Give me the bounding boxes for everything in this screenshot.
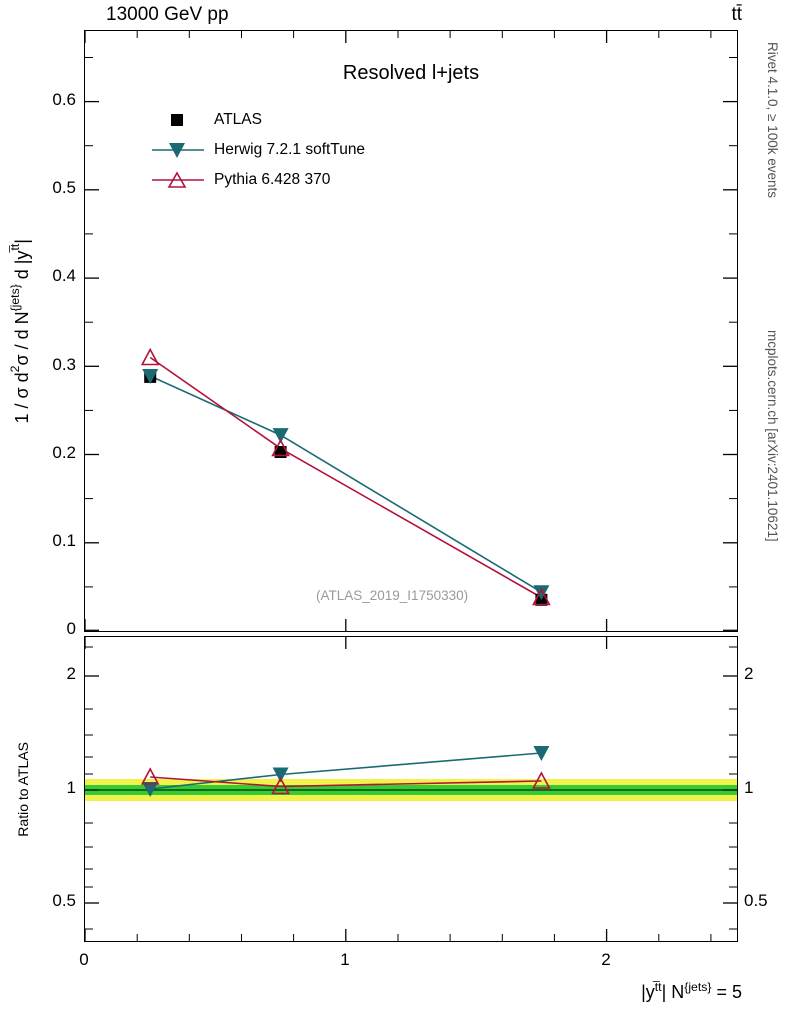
y-axis-major-ticks-left bbox=[85, 102, 99, 631]
ratio-x-major-ticks-bottom bbox=[85, 929, 607, 941]
legend bbox=[150, 105, 365, 195]
ratio-y-tick-label-2-left: 2 bbox=[66, 664, 76, 683]
ratio-x-major-ticks-top bbox=[85, 637, 607, 649]
caption-rivet-version: Rivet 4.1.0, ≥ 100k events bbox=[765, 42, 780, 198]
ratio-y-tick-label-2-right: 2 bbox=[744, 664, 754, 683]
x-tick-label-1: 1 bbox=[340, 950, 350, 969]
y-axis-major-ticks-right bbox=[723, 102, 737, 631]
ratio-plot-panel bbox=[84, 636, 738, 942]
y-tick-label-0.1: 0.1 bbox=[52, 531, 76, 550]
legend-marker-atlas bbox=[150, 110, 206, 130]
x-axis-minor-ticks-top bbox=[137, 31, 711, 38]
legend-label-herwig: Herwig 7.2.1 softTune bbox=[214, 141, 366, 158]
x-axis-major-ticks-bottom bbox=[85, 619, 607, 631]
ratio-y-tick-label-1-right: 1 bbox=[744, 778, 754, 797]
legend-entry-herwig bbox=[150, 135, 365, 165]
series-points-herwig bbox=[142, 369, 549, 600]
legend-entry-pythia bbox=[150, 165, 365, 195]
legend-marker-herwig bbox=[150, 140, 206, 160]
ratio-y-tick-label-0.5-right: 0.5 bbox=[744, 891, 768, 910]
legend-label-pythia: Pythia 6.428 370 bbox=[214, 171, 331, 188]
plot-title: Resolved l+jets bbox=[342, 62, 480, 84]
ratio-x-minor-ticks-bottom bbox=[137, 934, 711, 941]
y-tick-label-0.6: 0.6 bbox=[52, 90, 76, 109]
header-beam-energy: 13000 GeV pp bbox=[106, 4, 229, 25]
series-line-pythia bbox=[150, 358, 541, 598]
x-axis-title: $|y^{t̅t}|$ $N^{\{jets\}} = 5$ bbox=[641, 980, 742, 1002]
y-axis-title-ratio-label: Ratio to ATLAS bbox=[15, 741, 31, 837]
y-tick-label-0: 0 bbox=[66, 619, 76, 638]
series-line-herwig bbox=[150, 376, 541, 592]
ratio-y-tick-label-1-left: 1 bbox=[66, 778, 76, 797]
y-tick-label-0.2: 0.2 bbox=[52, 443, 76, 462]
y-tick-label-0.5: 0.5 bbox=[52, 178, 76, 197]
x-axis-major-ticks-top bbox=[85, 31, 607, 43]
ratio-y-tick-label-0.5-left: 0.5 bbox=[52, 891, 76, 910]
ratio-plot-svg bbox=[85, 637, 737, 941]
series-points-atlas bbox=[144, 371, 547, 606]
analysis-id-watermark: (ATLAS_2019_I1750330) bbox=[316, 588, 469, 603]
legend-marker-pythia bbox=[150, 170, 206, 190]
y-tick-label-0.4: 0.4 bbox=[52, 266, 76, 285]
caption-arxiv-source: mcplots.cern.ch [arXiv:2401.10621] bbox=[765, 330, 780, 542]
header-process: tt̄ bbox=[731, 4, 742, 25]
y-axis-minor-ticks-left bbox=[85, 58, 93, 587]
x-tick-label-2: 2 bbox=[601, 950, 611, 969]
y-tick-label-0.3: 0.3 bbox=[52, 355, 76, 374]
x-tick-label-0: 0 bbox=[79, 950, 89, 969]
y-axis-title-main: 1 / σ $d^2\sigma$ / d $N^{\{jets\}}$ d $|y^{t̅t}|$ bbox=[7, 238, 32, 424]
legend-label-atlas: ATLAS bbox=[214, 111, 262, 128]
y-axis-minor-ticks-right bbox=[729, 58, 737, 587]
legend-entry-atlas bbox=[150, 105, 365, 135]
